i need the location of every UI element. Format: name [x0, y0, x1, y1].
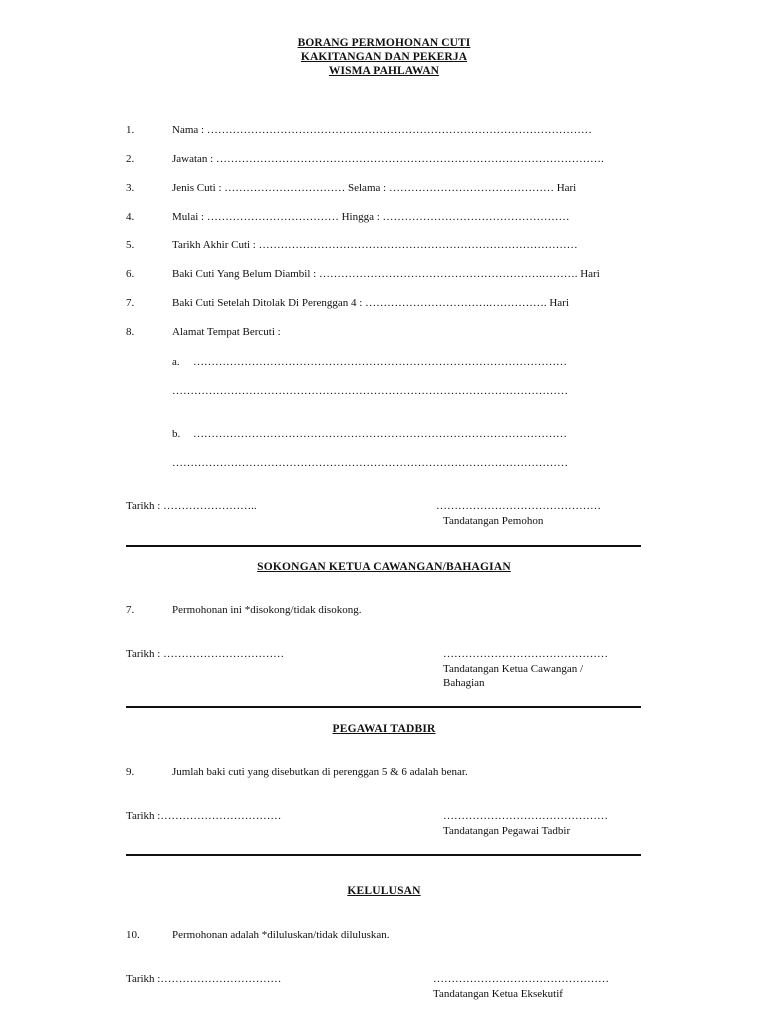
- field-4-number: 4.: [126, 211, 135, 223]
- support-statement: Permohonan ini *disokong/tidak disokong.: [172, 604, 362, 616]
- support-section-heading: SOKONGAN KETUA CAWANGAN/BAHAGIAN: [257, 561, 511, 573]
- address-a-line2: ………………………………………………………………………………………………: [172, 385, 568, 397]
- field-5-number: 5.: [126, 239, 135, 251]
- approval-signature-label: Tandatangan Ketua Eksekutif: [433, 988, 563, 1000]
- field-last-leave-date: Tarikh Akhir Cuti : ……………………………………………………………………………: [172, 239, 578, 251]
- approval-signature-line: …………………………………………: [433, 973, 609, 985]
- field-balance-after-deduction: Baki Cuti Setelah Ditolak Di Perenggan 4 : …………………………….……………. Hari: [172, 297, 569, 309]
- field-leave-type: Jenis Cuti : …………………………… Selama : ……………………………………… Hari: [172, 182, 577, 194]
- field-position: Jawatan : …………………………………………………………………………………………….: [172, 153, 604, 165]
- support-signature-label-line2: Bahagian: [443, 677, 485, 689]
- field-1-number: 1.: [126, 124, 135, 136]
- section-divider: [126, 545, 641, 547]
- admin-date: Tarikh :……………………………: [126, 810, 282, 822]
- field-8-number: 8.: [126, 326, 135, 338]
- admin-signature-line: ………………………………………: [443, 810, 608, 822]
- field-dates: Mulai : ……………………………… Hingga : ……………………………………………: [172, 211, 570, 223]
- applicant-date: Tarikh : ……………………..: [126, 500, 257, 512]
- address-b-line2: ………………………………………………………………………………………………: [172, 457, 568, 469]
- support-signature-label-line1: Tandatangan Ketua Cawangan /: [443, 663, 584, 675]
- form-title-line3: WISMA PAHLAWAN: [328, 65, 440, 77]
- form-title-line1: BORANG PERMOHONAN CUTI: [297, 37, 471, 49]
- field-leave-address: Alamat Tempat Bercuti :: [172, 326, 281, 338]
- approval-date: Tarikh :……………………………: [126, 973, 282, 985]
- section-divider: [126, 854, 641, 856]
- field-3-number: 3.: [126, 182, 135, 194]
- field-leave-balance: Baki Cuti Yang Belum Diambil : …………………………………………………….………. Hari: [172, 268, 600, 280]
- address-b-label: b.: [172, 428, 181, 440]
- form-title-line2: KAKITANGAN DAN PEKERJA: [300, 51, 468, 63]
- field-name: Nama : ……………………………………………………………………………………………: [172, 124, 592, 136]
- field-6-number: 6.: [126, 268, 135, 280]
- field-7-number: 7.: [126, 297, 135, 309]
- approval-section-heading: KELULUSAN: [347, 885, 421, 897]
- admin-section-heading: PEGAWAI TADBIR: [332, 723, 436, 735]
- support-date: Tarikh : ……………………………: [126, 648, 285, 660]
- address-a-line1: …………………………………………………………………………………………: [193, 356, 567, 368]
- support-number: 7.: [126, 604, 135, 616]
- approval-number: 10.: [126, 929, 140, 941]
- admin-number: 9.: [126, 766, 135, 778]
- address-a-label: a.: [172, 356, 180, 368]
- admin-signature-label: Tandatangan Pegawai Tadbir: [443, 825, 571, 837]
- field-2-number: 2.: [126, 153, 135, 165]
- applicant-signature-label: Tandatangan Pemohon: [443, 515, 544, 527]
- applicant-signature-line: ………………………………………: [436, 500, 601, 512]
- support-signature-line: ………………………………………: [443, 648, 608, 660]
- admin-statement: Jumlah baki cuti yang disebutkan di perenggan 5 & 6 adalah benar.: [172, 766, 468, 778]
- approval-statement: Permohonan adalah *diluluskan/tidak diluluskan.: [172, 929, 390, 941]
- section-divider: [126, 706, 641, 708]
- address-b-line1: …………………………………………………………………………………………: [193, 428, 567, 440]
